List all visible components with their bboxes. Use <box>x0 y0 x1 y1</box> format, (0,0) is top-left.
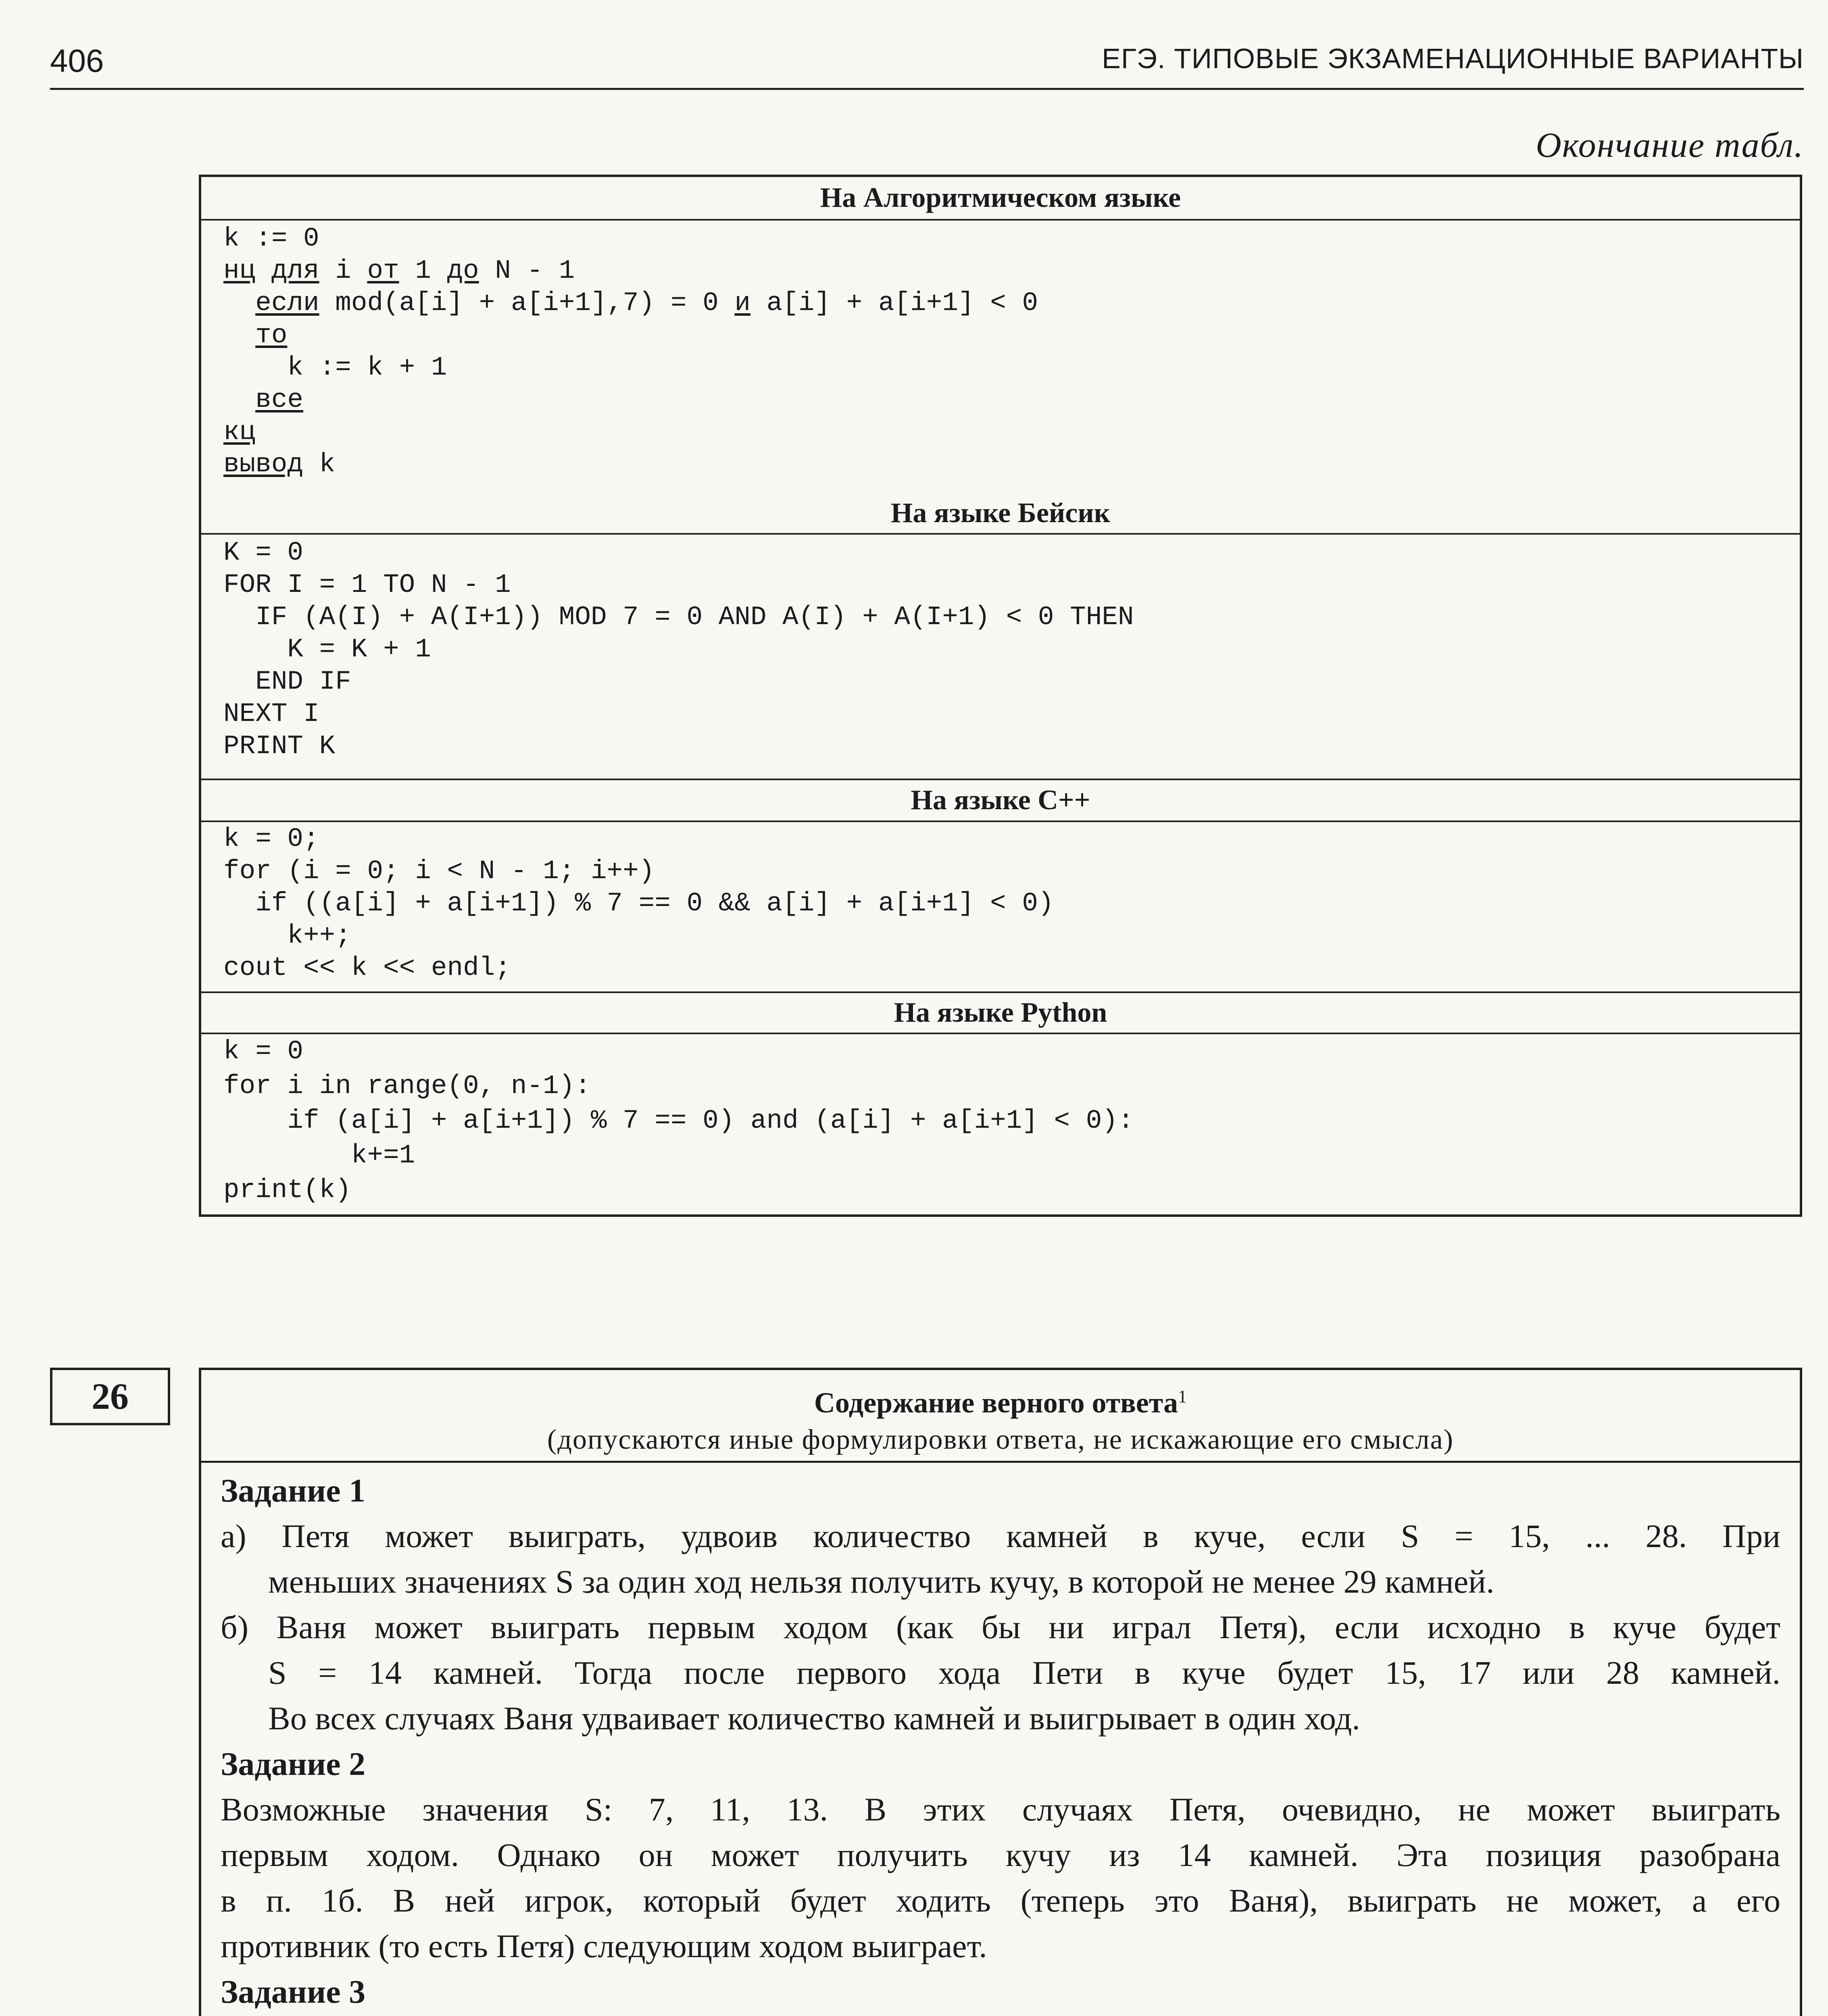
answer-header <box>201 1370 1800 1463</box>
part1-item-a <box>221 1513 1780 1604</box>
code-line: вывод k <box>223 449 336 479</box>
part1-b-text-1: Ваня может выиграть первым ходом (как бы ни играл Петя), если исходно в куче будет <box>276 1609 1781 1645</box>
part3-line-1 <box>221 2014 1780 2016</box>
code-line: k := 0 <box>223 223 319 254</box>
code-line: END IF <box>223 666 351 697</box>
part3-title: Задание 3 <box>221 1973 366 2010</box>
answer-body <box>201 1463 1800 2016</box>
answer-title <box>201 1378 1800 1421</box>
code-line: cout << k << endl; <box>223 953 511 983</box>
code-line: if (a[i] + a[i+1]) % 7 == 0) and (a[i] + a[i+1] < 0): <box>223 1106 1134 1136</box>
answer-title-text: Содержание верного ответа <box>814 1387 1178 1419</box>
python-title: На языке Python <box>201 991 1800 1034</box>
part2-line-2: первым ходом. Однако он может получить кучу из 14 камней. Эта позиция разобрана <box>221 1837 1780 1873</box>
answer-subtitle: (допускаются иные формулировки ответа, не искажающие его смысла) <box>547 1424 1454 1455</box>
answer-box <box>199 1368 1802 2016</box>
part2-line-4: противник (то есть Петя) следующим ходом выиграет. <box>221 1928 987 1964</box>
code-line: K = 0 <box>223 537 304 568</box>
code-line: FOR I = 1 TO N - 1 <box>223 570 511 600</box>
python-code <box>201 1034 1800 1214</box>
table-continuation-note: Окончание табл. <box>1536 126 1804 165</box>
code-line: IF (A(I) + A(I+1)) MOD 7 = 0 AND A(I) + A(I+1) < 0 THEN <box>223 602 1134 632</box>
code-line: k = 0 <box>223 1036 304 1066</box>
part2-title: Задание 2 <box>221 1745 366 1782</box>
code-line: k := k + 1 <box>287 352 447 383</box>
part1-item-b <box>221 1604 1780 1741</box>
part2-line-3: в п. 1б. В ней игрок, который будет ходить (теперь это Ваня), выиграть не может, а его <box>221 1882 1780 1919</box>
code-line: PRINT K <box>223 731 336 761</box>
code-line: K = K + 1 <box>223 634 431 664</box>
code-line: for (i = 0; i < N - 1; i++) <box>223 856 655 886</box>
running-head: ЕГЭ. ТИПОВЫЕ ЭКЗАМЕНАЦИОННЫЕ ВАРИАНТЫ <box>1102 43 1804 74</box>
code-table <box>199 175 1802 1217</box>
part1-a-line-1 <box>221 1513 1781 1559</box>
cpp-title: На языке C++ <box>201 779 1800 822</box>
item-marker-b: б) <box>221 1609 249 1645</box>
cpp-code <box>201 822 1800 991</box>
code-line: print(k) <box>223 1175 351 1205</box>
code-line: то <box>255 320 288 350</box>
code-line: кц <box>223 417 256 447</box>
part1-title: Задание 1 <box>221 1472 366 1509</box>
algorithmic-code <box>201 221 1800 494</box>
basic-title: На языке Бейсик <box>201 494 1800 535</box>
part3-text <box>221 2014 1780 2016</box>
code-line: if ((a[i] + a[i+1]) % 7 == 0 && a[i] + a[i+1] < 0) <box>223 888 1054 918</box>
code-line: если mod(a[i] + a[i+1],7) = 0 и a[i] + a[i+1] < 0 <box>255 288 1038 318</box>
footnote-ref: 1 <box>1178 1387 1187 1406</box>
page-number: 406 <box>50 43 104 79</box>
header-rule <box>50 88 1804 90</box>
part2-text <box>221 1787 1780 1969</box>
code-line: k = 0; <box>223 824 319 854</box>
part1-b-line-2: S = 14 камней. Тогда после первого хода Пети в куче будет 15, 17 или 28 камней. <box>268 1654 1780 1691</box>
code-line: все <box>255 385 304 415</box>
code-line: k++; <box>223 921 351 951</box>
part1-a-text-1: Петя может выиграть, удвоив количество камней в куче, если S = 15, ... 28. При <box>281 1518 1781 1554</box>
part1-b-line-1 <box>221 1604 1781 1650</box>
part1-a-line-2: меньших значениях S за один ход нельзя получить кучу, в которой не менее 29 камней. <box>268 1563 1494 1600</box>
task-number: 26 <box>50 1368 170 1425</box>
code-line: k+=1 <box>223 1140 415 1170</box>
item-marker-a: а) <box>221 1518 246 1554</box>
part1-b-line-3: Во всех случаях Ваня удваивает количество камней и выигрывает в один ход. <box>268 1700 1360 1737</box>
algorithmic-title: На Алгоритмическом языке <box>201 177 1800 221</box>
part2-line-1: Возможные значения S: 7, 11, 13. В этих случаях Петя, очевидно, не может выиграть <box>221 1791 1780 1828</box>
code-line: for i in range(0, n-1): <box>223 1071 591 1101</box>
code-line: нц для i от 1 до N - 1 <box>223 256 575 286</box>
code-line: NEXT I <box>223 699 319 729</box>
basic-code <box>201 535 1800 779</box>
